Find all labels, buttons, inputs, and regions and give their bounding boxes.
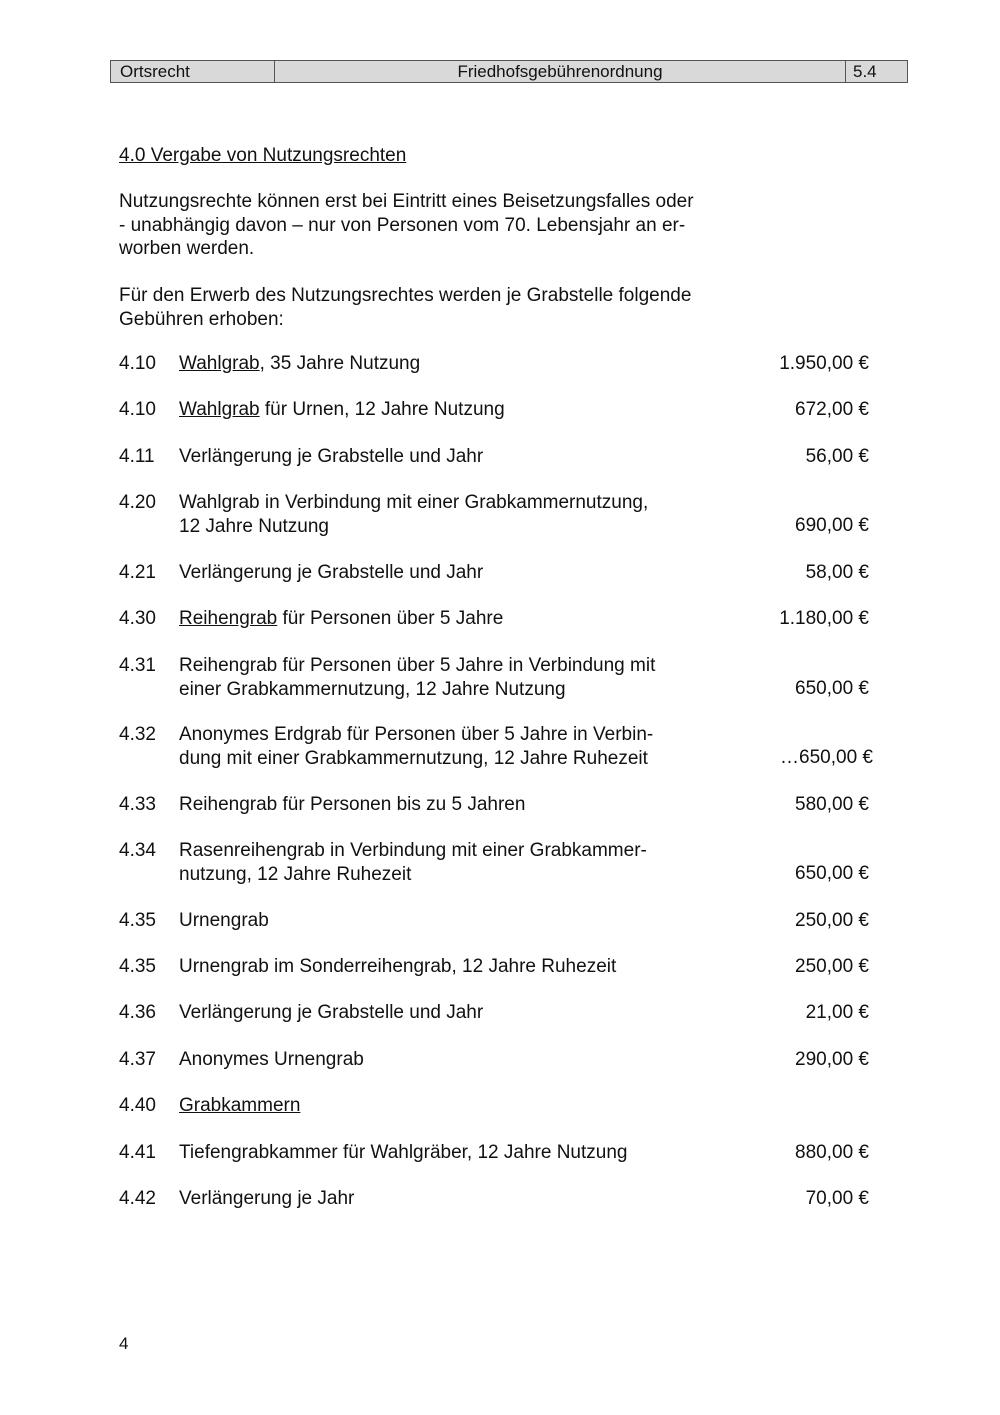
fee-item-line: Reihengrab für Personen über 5 Jahre in Verbindung mit	[179, 655, 656, 676]
fee-item-text: , 35 Jahre Nutzung	[259, 353, 421, 374]
fee-item-amount: 672,00 €	[795, 399, 869, 420]
fee-item-number: 4.37	[119, 1049, 156, 1070]
fee-item-description: Verlängerung je Grabstelle und Jahr	[179, 1002, 484, 1023]
fee-item-line: Anonymes Erdgrab für Personen über 5 Jahre in Verbin-	[179, 724, 654, 745]
fee-item-description	[179, 839, 709, 886]
fee-item-description	[179, 723, 709, 770]
fee-item-amount: 880,00 €	[795, 1142, 869, 1163]
fee-item-number: 4.11	[119, 446, 155, 467]
fee-item-amount: 58,00 €	[805, 562, 869, 583]
section-heading: 4.0 Vergabe von Nutzungsrechten	[119, 145, 407, 166]
fee-item-description: Anonymes Urnengrab	[179, 1049, 364, 1070]
fee-item-description	[179, 398, 709, 422]
fee-item-description	[179, 352, 709, 376]
fee-item-underlined-term: Wahlgrab	[179, 353, 260, 374]
fee-item-number: 4.36	[119, 1002, 156, 1023]
fee-item-description: Urnengrab	[179, 910, 269, 931]
fee-item-amount: 56,00 €	[805, 446, 869, 467]
fee-item-amount: 580,00 €	[795, 794, 869, 815]
fee-item-number: 4.42	[119, 1188, 156, 1209]
fee-item-line: Rasenreihengrab in Verbindung mit einer Grabkammer-	[179, 840, 647, 861]
fee-item-amount: …650,00 €	[780, 747, 873, 768]
fee-item-amount: 250,00 €	[795, 910, 869, 931]
fee-item-line: einer Grabkammernutzung, 12 Jahre Nutzung	[179, 678, 566, 700]
fee-item-amount: 290,00 €	[795, 1049, 869, 1070]
fee-item-number: 4.40	[119, 1095, 156, 1116]
fee-item-line: Wahlgrab in Verbindung mit einer Grabkammernutzung,	[179, 492, 649, 513]
fee-item-description: Urnengrab im Sonderreihengrab, 12 Jahre Ruhezeit	[179, 956, 617, 977]
paragraph-line: Gebühren erhoben:	[119, 308, 284, 330]
fee-item-amount: 690,00 €	[795, 515, 869, 536]
fee-item-number: 4.41	[119, 1142, 156, 1163]
page-header	[110, 60, 908, 83]
fee-item-number: 4.35	[119, 956, 156, 977]
fee-subsection-title: Grabkammern	[179, 1095, 301, 1116]
paragraph-line: Für den Erwerb des Nutzungsrechtes werden je Grabstelle folgende	[119, 285, 692, 306]
fee-item-amount: 1.180,00 €	[779, 608, 869, 629]
fee-item-amount: 21,00 €	[805, 1002, 869, 1023]
fee-item-amount: 70,00 €	[805, 1188, 869, 1209]
fee-item-number: 4.10	[119, 353, 156, 374]
header-title: Friedhofsgebührenordnung	[275, 61, 846, 82]
fee-item-underlined-term: Wahlgrab	[179, 399, 260, 420]
fee-item-amount: 250,00 €	[795, 956, 869, 977]
paragraph-line: worben werden.	[119, 238, 255, 259]
fee-item-description: Tiefengrabkammer für Wahlgräber, 12 Jahre Nutzung	[179, 1142, 628, 1163]
fee-item-line: dung mit einer Grabkammernutzung, 12 Jahre Ruhezeit	[179, 747, 648, 769]
fee-item-text: für Urnen, 12 Jahre Nutzung	[259, 399, 505, 420]
fee-item-number: 4.10	[119, 399, 156, 420]
fee-item-description	[179, 654, 709, 701]
fees-intro-paragraph	[119, 284, 759, 331]
fee-item-description	[179, 607, 709, 631]
fee-item-number: 4.32	[119, 724, 156, 745]
fee-item-number: 4.31	[119, 655, 156, 676]
header-number: 5.4	[853, 62, 877, 81]
paragraph-line: Nutzungsrechte können erst bei Eintritt eines Beisetzungsfalles oder	[119, 191, 694, 212]
fee-item-number: 4.20	[119, 492, 156, 513]
fee-item-line: nutzung, 12 Jahre Ruhezeit	[179, 863, 412, 885]
fee-item-description: Reihengrab für Personen bis zu 5 Jahren	[179, 794, 526, 815]
header-section: Ortsrecht	[111, 61, 275, 82]
fee-item-number: 4.30	[119, 608, 156, 629]
fee-item-line: 12 Jahre Nutzung	[179, 515, 329, 537]
paragraph-line: - unabhängig davon – nur von Personen vom 70. Lebensjahr an er-	[119, 214, 686, 236]
fee-item-description	[179, 491, 709, 538]
fee-item-description: Verlängerung je Grabstelle und Jahr	[179, 562, 484, 583]
fee-item-underlined-term: Reihengrab	[179, 608, 278, 629]
fee-item-description: Verlängerung je Jahr	[179, 1188, 355, 1209]
fee-item-amount: 1.950,00 €	[779, 353, 869, 374]
fee-item-number: 4.35	[119, 910, 156, 931]
fee-item-text: für Personen über 5 Jahre	[277, 608, 504, 629]
fee-item-number: 4.21	[119, 562, 156, 583]
intro-paragraph	[119, 190, 759, 261]
fee-item-description: Verlängerung je Grabstelle und Jahr	[179, 446, 484, 467]
fee-item-number: 4.34	[119, 840, 156, 861]
fee-item-amount: 650,00 €	[795, 863, 869, 884]
page-number: 4	[119, 1334, 129, 1353]
fee-item-number: 4.33	[119, 794, 156, 815]
fee-item-amount: 650,00 €	[795, 678, 869, 699]
